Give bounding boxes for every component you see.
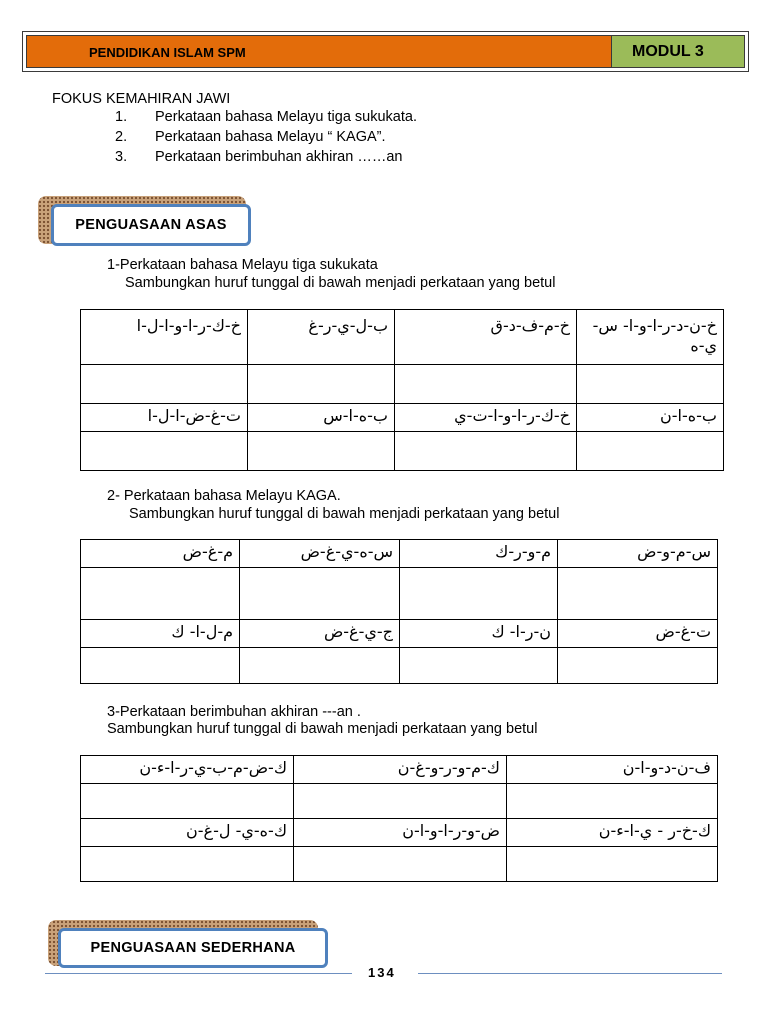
ex3-cell: ك-ه-ي- ل-غ-ن [81,819,294,847]
ex1-instruction: Sambungkan huruf tunggal di bawah menjadi perkataan yang betul [125,275,556,291]
ex1-cell: خ-ن-د-ر-ا-و-ا- س-ي-ه [577,310,724,365]
answer-cell[interactable] [240,648,400,684]
ex2-instruction: Sambungkan huruf tunggal di bawah menjadi perkataan yang betul [129,506,560,522]
fokus-item-text-3: Perkataan berimbuhan akhiran ……an [155,149,403,165]
answer-cell[interactable] [577,365,724,404]
footer-rule-left [45,973,352,974]
answer-cell[interactable] [507,847,718,882]
answer-row [81,568,718,620]
ex2-title: 2- Perkataan bahasa Melayu KAGA. [107,488,341,504]
table-row [81,540,718,568]
ex2-cell: م-غ-ض [81,540,240,568]
fokus-item-text-2: Perkataan bahasa Melayu “ KAGA”. [155,129,386,145]
ex1-cell: ب-ل-ي-ر-غ [248,310,395,365]
page-number: 134 [368,965,396,980]
ex2-cell: م-و-ر-ك [400,540,558,568]
ex1-cell: خ-م-ف-د-ق [395,310,577,365]
ex2-cell: س-ه-ي-غ-ض [240,540,400,568]
answer-row [81,365,724,404]
ex1-cell: ب-ه-ا-س [248,404,395,432]
ex3-cell: ك-خ-ر - ي-ا-ء-ن [507,819,718,847]
answer-cell[interactable] [395,432,577,471]
answer-cell[interactable] [240,568,400,620]
answer-cell[interactable] [400,648,558,684]
answer-cell[interactable] [81,432,248,471]
answer-cell[interactable] [294,784,507,819]
ex2-cell: ج-ي-غ-ض [240,620,400,648]
ex2-cell: م-ل-ا- ك [81,620,240,648]
ex3-title: 3-Perkataan berimbuhan akhiran ---an . [107,704,361,720]
ex2-table [80,539,718,684]
fokus-item-num-3: 3. [115,149,128,165]
answer-cell[interactable] [577,432,724,471]
answer-cell[interactable] [558,568,718,620]
table-row [81,819,718,847]
ex3-instruction: Sambungkan huruf tunggal di bawah menjadi perkataan yang betul [107,721,538,737]
answer-cell[interactable] [81,847,294,882]
ex3-cell: ف-ن-د-و-ا-ن [507,756,718,784]
ex1-cell: ب-ه-ا-ن [577,404,724,432]
answer-row [81,784,718,819]
table-row [81,620,718,648]
answer-cell[interactable] [558,648,718,684]
answer-cell[interactable] [81,365,248,404]
ex1-cell: ت-غ-ض-ا-ل-ا [81,404,248,432]
answer-cell[interactable] [400,568,558,620]
answer-cell[interactable] [81,568,240,620]
answer-row [81,847,718,882]
table-row [81,310,724,365]
answer-cell[interactable] [81,648,240,684]
ex3-cell: ض-و-ر-ا-و-ا-ن [294,819,507,847]
ex2-cell: ت-غ-ض [558,620,718,648]
ex1-cell: خ-ك-ر-ا-و-ا-ت-ي [395,404,577,432]
answer-cell[interactable] [395,365,577,404]
header-subject: PENDIDIKAN ISLAM SPM [26,35,611,68]
answer-cell[interactable] [248,365,395,404]
table-row [81,756,718,784]
ex2-cell: س-م-و-ض [558,540,718,568]
answer-cell[interactable] [248,432,395,471]
ex3-cell: ك-ض-م-ب-ي-ر-ا-ء-ن [81,756,294,784]
answer-cell[interactable] [507,784,718,819]
ex1-title: 1-Perkataan bahasa Melayu tiga sukukata [107,257,378,273]
answer-row [81,432,724,471]
ex3-cell: ك-م-و-ر-و-غ-ن [294,756,507,784]
ex1-cell: خ-ك-ر-ا-و-ا-ل-ا [81,310,248,365]
answer-cell[interactable] [294,847,507,882]
section-badge-asas: PENGUASAAN ASAS [51,204,251,246]
ex3-table [80,755,718,882]
ex2-cell: ن-ر-ا- ك [400,620,558,648]
fokus-item-num-1: 1. [115,109,128,125]
header-module: MODUL 3 [611,35,745,68]
fokus-item-num-2: 2. [115,129,128,145]
fokus-title: FOKUS KEMAHIRAN JAWI [52,91,231,107]
section-badge-sederhana: PENGUASAAN SEDERHANA [58,928,328,968]
ex1-table [80,309,724,471]
answer-cell[interactable] [81,784,294,819]
footer-rule-right [418,973,722,974]
answer-row [81,648,718,684]
fokus-item-text-1: Perkataan bahasa Melayu tiga sukukata. [155,109,417,125]
table-row [81,404,724,432]
